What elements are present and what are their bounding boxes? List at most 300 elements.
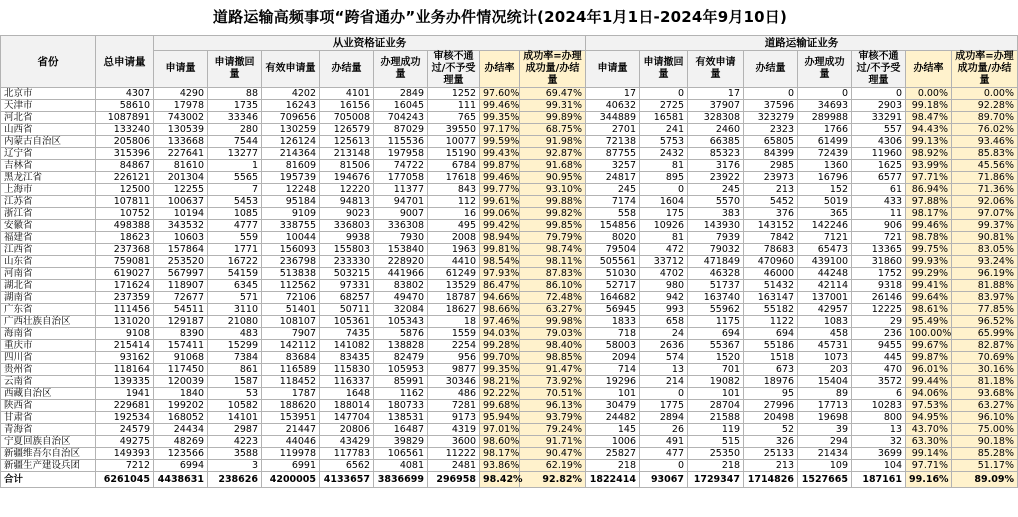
cell-g1-applications: 24434 <box>154 424 208 436</box>
table-row <box>1 436 1018 448</box>
cell-g1-success-rate: 87.83% <box>520 268 586 280</box>
cell-g2-valid: 1520 <box>688 352 744 364</box>
cell-g1-success: 39829 <box>374 436 428 448</box>
cell-g1-withdrawn: 7 <box>208 184 262 196</box>
cell-g2-valid: 119 <box>688 424 744 436</box>
cell-g2-valid: 5570 <box>688 196 744 208</box>
table-row <box>1 208 1018 220</box>
cell-g1-success: 704243 <box>374 112 428 124</box>
cell-g2-success-rate: 96.52% <box>952 316 1018 328</box>
cell-g2-rejected: 906 <box>852 220 906 232</box>
cell-g1-success-rate: 98.74% <box>520 244 586 256</box>
cell-g2-success: 5019 <box>798 196 852 208</box>
cell-g2-success: 65473 <box>798 244 852 256</box>
cell-g2-success: 42114 <box>798 280 852 292</box>
cell-province: 海南省 <box>1 328 96 340</box>
cell-g2-completed: 95 <box>744 388 798 400</box>
cell-g1-withdrawn: 571 <box>208 292 262 304</box>
cell-g2-success: 1360 <box>798 160 852 172</box>
cell-g2-completion-rate: 94.06% <box>906 388 952 400</box>
cell-g1-withdrawn: 280 <box>208 124 262 136</box>
cell-province: 西藏自治区 <box>1 388 96 400</box>
cell-g2-valid: 328308 <box>688 112 744 124</box>
cell-g1-withdrawn: 6345 <box>208 280 262 292</box>
cell-g1-completion-rate: 98.94% <box>480 232 520 244</box>
header-g2-success-rate: 成功率=办理成功量/办结量 <box>952 51 1018 88</box>
cell-g1-success-rate: 91.68% <box>520 160 586 172</box>
cell-province: 吉林省 <box>1 160 96 172</box>
cell-g1-rejected: 13529 <box>428 280 480 292</box>
cell-g1-success-rate: 86.10% <box>520 280 586 292</box>
cell-province: 天津市 <box>1 100 96 112</box>
cell-g2-withdrawn: 241 <box>640 124 688 136</box>
cell-total-apps: 7212 <box>96 460 154 472</box>
cell-g2-applications: 40632 <box>586 100 640 112</box>
cell-g2-valid: 21588 <box>688 412 744 424</box>
cell-total-apps: 759081 <box>96 256 154 268</box>
cell-g2-valid: 3176 <box>688 160 744 172</box>
cell-g1-applications: 1840 <box>154 388 208 400</box>
header-g2-success: 办理成功量 <box>798 51 852 88</box>
cell-g2-withdrawn: 658 <box>640 316 688 328</box>
cell-g1-applications: 157864 <box>154 244 208 256</box>
cell-total-apps: 10752 <box>96 208 154 220</box>
cell-g1-rejected: 18 <box>428 316 480 328</box>
cell-g1-applications: 343532 <box>154 220 208 232</box>
header-g1-completed: 办结量 <box>320 51 374 88</box>
cell-g2-completion-rate: 98.78% <box>906 232 952 244</box>
cell-g2-applications: 24482 <box>586 412 640 424</box>
cell-g1-success: 32084 <box>374 304 428 316</box>
cell-g2-applications: 79504 <box>586 244 640 256</box>
cell-g2-completed: 55186 <box>744 340 798 352</box>
cell-total-apps: 9108 <box>96 328 154 340</box>
cell-g1-completion-rate: 99.81% <box>480 244 520 256</box>
table-row <box>1 172 1018 184</box>
cell-province: 重庆市 <box>1 340 96 352</box>
cell-g1-completed: 94813 <box>320 196 374 208</box>
cell-g1-applications: 743002 <box>154 112 208 124</box>
cell-g1-withdrawn: 88 <box>208 88 262 100</box>
cell-g1-success: 2849 <box>374 88 428 100</box>
cell-g1-valid: 81609 <box>262 160 320 172</box>
cell-g1-success: 138828 <box>374 340 428 352</box>
cell-g1-valid: 188620 <box>262 400 320 412</box>
cell-g2-valid: 85323 <box>688 148 744 160</box>
cell-g1-withdrawn: 5453 <box>208 196 262 208</box>
cell-g1-rejected: 3600 <box>428 436 480 448</box>
cell-g2-success-rate: 85.83% <box>952 148 1018 160</box>
cell-g1-success-rate: 99.89% <box>520 112 586 124</box>
cell-total-apps: 149393 <box>96 448 154 460</box>
cell-g2-applications: 245 <box>586 184 640 196</box>
cell-g1-rejected: 486 <box>428 388 480 400</box>
cell-g1-success-rate: 99.82% <box>520 208 586 220</box>
cell-g1-withdrawn: 14101 <box>208 412 262 424</box>
cell-g1-withdrawn: 1735 <box>208 100 262 112</box>
cell-province: 新疆维吾尔自治区 <box>1 448 96 460</box>
cell-total-apps: 226121 <box>96 172 154 184</box>
cell-g1-success-rate: 93.79% <box>520 412 586 424</box>
cell-g2-success-rate: 76.02% <box>952 124 1018 136</box>
cell-g2-applications: 19296 <box>586 376 640 388</box>
cell-g2-success: 17713 <box>798 400 852 412</box>
cell-g2-success: 203 <box>798 364 852 376</box>
cell-province: 贵州省 <box>1 364 96 376</box>
header-g1-success-rate: 成功率=办理成功量/办结量 <box>520 51 586 88</box>
cell-g1-completed: 503215 <box>320 268 374 280</box>
cell-g2-success-rate: 65.99% <box>952 328 1018 340</box>
cell-g2-success-rate: 71.86% <box>952 172 1018 184</box>
cell-g2-valid: 19082 <box>688 376 744 388</box>
cell-province: 上海市 <box>1 184 96 196</box>
cell-g1-applications: 72677 <box>154 292 208 304</box>
cell-g2-rejected: 61 <box>852 184 906 196</box>
cell-g1-valid: 9109 <box>262 208 320 220</box>
cell-g2-applications: 558 <box>586 208 640 220</box>
cell-g1-success: 11377 <box>374 184 428 196</box>
cell-total-apps: 24579 <box>96 424 154 436</box>
cell-g1-completed: 97331 <box>320 280 374 292</box>
cell-g1-rejected: 18787 <box>428 292 480 304</box>
cell-g2-success-rate: 45.56% <box>952 160 1018 172</box>
table-row <box>1 112 1018 124</box>
cell-g2-withdrawn: 13 <box>640 364 688 376</box>
cell-g1-rejected: 2254 <box>428 340 480 352</box>
cell-g1-valid: 95184 <box>262 196 320 208</box>
cell-g2-withdrawn: 895 <box>640 172 688 184</box>
cell-g1-completed: 16156 <box>320 100 374 112</box>
cell-g1-completion-rate: 98.21% <box>480 376 520 388</box>
cell-g2-success: 365 <box>798 208 852 220</box>
cell-g2-completed: 23973 <box>744 172 798 184</box>
cell-g1-success: 441966 <box>374 268 428 280</box>
cell-g2-completed: 78683 <box>744 244 798 256</box>
cell-g1-completion-rate: 86.47% <box>480 280 520 292</box>
cell-g2-rejected: 2903 <box>852 100 906 112</box>
cell-total-apps: 237368 <box>96 244 154 256</box>
cell-g1-completion-rate: 97.01% <box>480 424 520 436</box>
cell-province: 甘肃省 <box>1 412 96 424</box>
cell-g2-completion-rate: 95.49% <box>906 316 952 328</box>
cell-g2-completion-rate: 99.46% <box>906 220 952 232</box>
header-g2-applications: 申请量 <box>586 51 640 88</box>
table-row <box>1 352 1018 364</box>
header-g2-valid: 有效申请量 <box>688 51 744 88</box>
cell-g2-completed: 84399 <box>744 148 798 160</box>
cell-total-apps: 58610 <box>96 100 154 112</box>
cell-g2-applications: 1833 <box>586 316 640 328</box>
cell-g1-completed: 4133657 <box>320 472 374 488</box>
cell-total-apps: 171624 <box>96 280 154 292</box>
cell-g1-completion-rate: 93.86% <box>480 460 520 472</box>
cell-total-apps: 84867 <box>96 160 154 172</box>
cell-g1-success: 83802 <box>374 280 428 292</box>
cell-g2-completed: 213 <box>744 184 798 196</box>
cell-g2-applications: 718 <box>586 328 640 340</box>
table-row <box>1 184 1018 196</box>
cell-g2-rejected: 187161 <box>852 472 906 488</box>
cell-g2-withdrawn: 0 <box>640 184 688 196</box>
cell-g2-valid: 55367 <box>688 340 744 352</box>
table-row <box>1 400 1018 412</box>
cell-g2-rejected: 32 <box>852 436 906 448</box>
cell-total-apps: 133240 <box>96 124 154 136</box>
cell-g2-withdrawn: 2636 <box>640 340 688 352</box>
cell-g1-applications: 81610 <box>154 160 208 172</box>
cell-g2-completion-rate: 97.53% <box>906 400 952 412</box>
cell-g1-rejected: 7281 <box>428 400 480 412</box>
cell-g2-success-rate: 83.97% <box>952 292 1018 304</box>
table-row <box>1 124 1018 136</box>
cell-total-apps: 111456 <box>96 304 154 316</box>
cell-g1-rejected: 111 <box>428 100 480 112</box>
cell-g2-success: 1527665 <box>798 472 852 488</box>
cell-g2-applications: 145 <box>586 424 640 436</box>
cell-g2-withdrawn: 33712 <box>640 256 688 268</box>
cell-g2-success-rate: 30.16% <box>952 364 1018 376</box>
header-g1-withdrawn: 申请撤回量 <box>208 51 262 88</box>
cell-g2-valid: 694 <box>688 328 744 340</box>
cell-g1-completion-rate: 98.54% <box>480 256 520 268</box>
cell-total-apps: 205806 <box>96 136 154 148</box>
cell-total-apps: 118164 <box>96 364 154 376</box>
cell-g2-completion-rate: 99.75% <box>906 244 952 256</box>
cell-g2-withdrawn: 0 <box>640 388 688 400</box>
cell-g1-success-rate: 98.40% <box>520 340 586 352</box>
cell-g2-withdrawn: 942 <box>640 292 688 304</box>
cell-g1-withdrawn: 16722 <box>208 256 262 268</box>
cell-g2-rejected: 13365 <box>852 244 906 256</box>
cell-g1-completed: 1648 <box>320 388 374 400</box>
cell-g1-completion-rate: 99.77% <box>480 184 520 196</box>
cell-g2-withdrawn: 491 <box>640 436 688 448</box>
cell-g2-rejected: 3699 <box>852 448 906 460</box>
cell-g1-completed: 68257 <box>320 292 374 304</box>
header-group-qualification: 从业资格证业务 <box>154 36 586 51</box>
table-row <box>1 220 1018 232</box>
cell-g1-success-rate: 90.47% <box>520 448 586 460</box>
cell-g2-completed: 143152 <box>744 220 798 232</box>
cell-g1-applications: 10603 <box>154 232 208 244</box>
cell-g2-rejected: 4306 <box>852 136 906 148</box>
cell-g1-withdrawn: 21080 <box>208 316 262 328</box>
cell-g1-applications: 91068 <box>154 352 208 364</box>
cell-g2-rejected: 13 <box>852 424 906 436</box>
cell-g1-valid: 126124 <box>262 136 320 148</box>
table-row <box>1 364 1018 376</box>
cell-g1-withdrawn: 15299 <box>208 340 262 352</box>
cell-g2-completion-rate: 99.14% <box>906 448 952 460</box>
cell-g1-success: 4081 <box>374 460 428 472</box>
cell-g1-success: 105343 <box>374 316 428 328</box>
cell-g2-completion-rate: 97.88% <box>906 196 952 208</box>
cell-g2-success: 137001 <box>798 292 852 304</box>
cell-g1-rejected: 765 <box>428 112 480 124</box>
cell-g2-success-rate: 63.27% <box>952 400 1018 412</box>
table-row <box>1 88 1018 100</box>
cell-g1-success-rate: 92.87% <box>520 148 586 160</box>
cell-g2-success-rate: 89.09% <box>952 472 1018 488</box>
cell-g2-completion-rate: 96.01% <box>906 364 952 376</box>
cell-g2-applications: 24817 <box>586 172 640 184</box>
cell-g1-valid: 21447 <box>262 424 320 436</box>
cell-g2-success-rate: 93.68% <box>952 388 1018 400</box>
cell-g1-withdrawn: 861 <box>208 364 262 376</box>
cell-g1-success-rate: 93.10% <box>520 184 586 196</box>
cell-g2-applications: 52717 <box>586 280 640 292</box>
cell-g2-success-rate: 71.36% <box>952 184 1018 196</box>
cell-g1-valid: 195739 <box>262 172 320 184</box>
table-row <box>1 376 1018 388</box>
cell-g1-withdrawn: 13277 <box>208 148 262 160</box>
cell-g1-completion-rate: 99.70% <box>480 352 520 364</box>
cell-g2-withdrawn: 0 <box>640 88 688 100</box>
cell-g2-withdrawn: 26 <box>640 424 688 436</box>
cell-g1-success-rate: 79.79% <box>520 232 586 244</box>
cell-g2-valid: 79032 <box>688 244 744 256</box>
cell-g2-valid: 515 <box>688 436 744 448</box>
cell-g1-completion-rate: 99.43% <box>480 148 520 160</box>
cell-g2-rejected: 9455 <box>852 340 906 352</box>
cell-g2-completed: 7842 <box>744 232 798 244</box>
cell-g1-completed: 4101 <box>320 88 374 100</box>
cell-province: 宁夏回族自治区 <box>1 436 96 448</box>
cell-g2-valid: 471849 <box>688 256 744 268</box>
header-g1-applications: 申请量 <box>154 51 208 88</box>
cell-g1-success: 105953 <box>374 364 428 376</box>
cell-g1-success-rate: 99.31% <box>520 100 586 112</box>
cell-g1-applications: 123566 <box>154 448 208 460</box>
cell-g1-completion-rate: 99.06% <box>480 208 520 220</box>
cell-g1-success-rate: 72.48% <box>520 292 586 304</box>
header-province: 省份 <box>1 36 96 88</box>
cell-g2-rejected: 26146 <box>852 292 906 304</box>
cell-g2-applications: 30479 <box>586 400 640 412</box>
cell-g2-valid: 245 <box>688 184 744 196</box>
cell-g2-success: 142246 <box>798 220 852 232</box>
cell-g2-completion-rate: 97.71% <box>906 460 952 472</box>
cell-g2-applications: 505561 <box>586 256 640 268</box>
cell-g1-success-rate: 99.85% <box>520 220 586 232</box>
cell-g1-withdrawn: 10582 <box>208 400 262 412</box>
cell-g1-completed: 116337 <box>320 376 374 388</box>
cell-g2-completed: 673 <box>744 364 798 376</box>
cell-g2-completion-rate: 98.61% <box>906 304 952 316</box>
cell-g2-completion-rate: 99.67% <box>906 340 952 352</box>
cell-g1-success: 74722 <box>374 160 428 172</box>
cell-g2-withdrawn: 93067 <box>640 472 688 488</box>
cell-province: 内蒙古自治区 <box>1 136 96 148</box>
table-row <box>1 232 1018 244</box>
cell-g1-valid: 130259 <box>262 124 320 136</box>
cell-total-apps: 139335 <box>96 376 154 388</box>
cell-g1-valid: 112562 <box>262 280 320 292</box>
cell-province: 安徽省 <box>1 220 96 232</box>
cell-g2-withdrawn: 81 <box>640 232 688 244</box>
cell-g1-completion-rate: 99.87% <box>480 160 520 172</box>
cell-g1-applications: 4438631 <box>154 472 208 488</box>
cell-g1-valid: 156093 <box>262 244 320 256</box>
header-g1-completion-rate: 办结率 <box>480 51 520 88</box>
cell-g1-applications: 199202 <box>154 400 208 412</box>
cell-g1-applications: 17978 <box>154 100 208 112</box>
cell-g2-success-rate: 97.07% <box>952 208 1018 220</box>
table-row <box>1 196 1018 208</box>
cell-g1-success: 177058 <box>374 172 428 184</box>
cell-g2-completed: 0 <box>744 88 798 100</box>
cell-g1-success: 49470 <box>374 292 428 304</box>
cell-g1-withdrawn: 483 <box>208 328 262 340</box>
cell-g2-success: 1083 <box>798 316 852 328</box>
cell-g1-success: 153840 <box>374 244 428 256</box>
cell-g2-success: 289988 <box>798 112 852 124</box>
cell-g1-rejected: 15190 <box>428 148 480 160</box>
cell-g2-success-rate: 92.28% <box>952 100 1018 112</box>
cell-g2-completion-rate: 99.13% <box>906 136 952 148</box>
cell-g1-rejected: 112 <box>428 196 480 208</box>
cell-g2-completion-rate: 43.70% <box>906 424 952 436</box>
cell-g2-withdrawn: 214 <box>640 376 688 388</box>
header-group-transport: 道路运输证业务 <box>586 36 1018 51</box>
cell-g2-success: 0 <box>798 88 852 100</box>
cell-g1-valid: 116589 <box>262 364 320 376</box>
table-row <box>1 328 1018 340</box>
cell-g1-rejected: 956 <box>428 352 480 364</box>
table-row <box>1 100 1018 112</box>
cell-g2-rejected: 9318 <box>852 280 906 292</box>
cell-g2-completion-rate: 99.93% <box>906 256 952 268</box>
cell-g1-completed: 213148 <box>320 148 374 160</box>
cell-g2-applications: 17 <box>586 88 640 100</box>
cell-g2-completed: 2323 <box>744 124 798 136</box>
cell-g2-success-rate: 81.88% <box>952 280 1018 292</box>
cell-g2-applications: 101 <box>586 388 640 400</box>
cell-g2-success-rate: 96.19% <box>952 268 1018 280</box>
header-g2-completed: 办结量 <box>744 51 798 88</box>
cell-total-apps: 237359 <box>96 292 154 304</box>
cell-g1-success: 5876 <box>374 328 428 340</box>
cell-province: 新疆生产建设兵团 <box>1 460 96 472</box>
cell-g1-withdrawn: 1587 <box>208 376 262 388</box>
cell-g2-withdrawn: 993 <box>640 304 688 316</box>
cell-g1-withdrawn: 54159 <box>208 268 262 280</box>
cell-g2-completed: 20498 <box>744 412 798 424</box>
table-row <box>1 160 1018 172</box>
cell-g1-completed: 125613 <box>320 136 374 148</box>
cell-g2-completed: 213 <box>744 460 798 472</box>
cell-g1-applications: 48269 <box>154 436 208 448</box>
cell-g1-withdrawn: 1 <box>208 160 262 172</box>
cell-g2-withdrawn: 2725 <box>640 100 688 112</box>
cell-g2-completed: 25133 <box>744 448 798 460</box>
cell-g2-withdrawn: 1604 <box>640 196 688 208</box>
cell-g2-success: 72439 <box>798 148 852 160</box>
table-row <box>1 148 1018 160</box>
table-row <box>1 412 1018 424</box>
cell-g1-rejected: 10077 <box>428 136 480 148</box>
cell-g1-rejected: 6784 <box>428 160 480 172</box>
cell-g1-applications: 10194 <box>154 208 208 220</box>
cell-g1-success: 94701 <box>374 196 428 208</box>
cell-g2-rejected: 6 <box>852 388 906 400</box>
cell-g1-success: 115536 <box>374 136 428 148</box>
cell-g2-completion-rate: 97.71% <box>906 172 952 184</box>
cell-g2-success: 458 <box>798 328 852 340</box>
cell-g1-completion-rate: 99.46% <box>480 172 520 184</box>
cell-g1-completion-rate: 99.42% <box>480 220 520 232</box>
cell-g1-applications: 12255 <box>154 184 208 196</box>
